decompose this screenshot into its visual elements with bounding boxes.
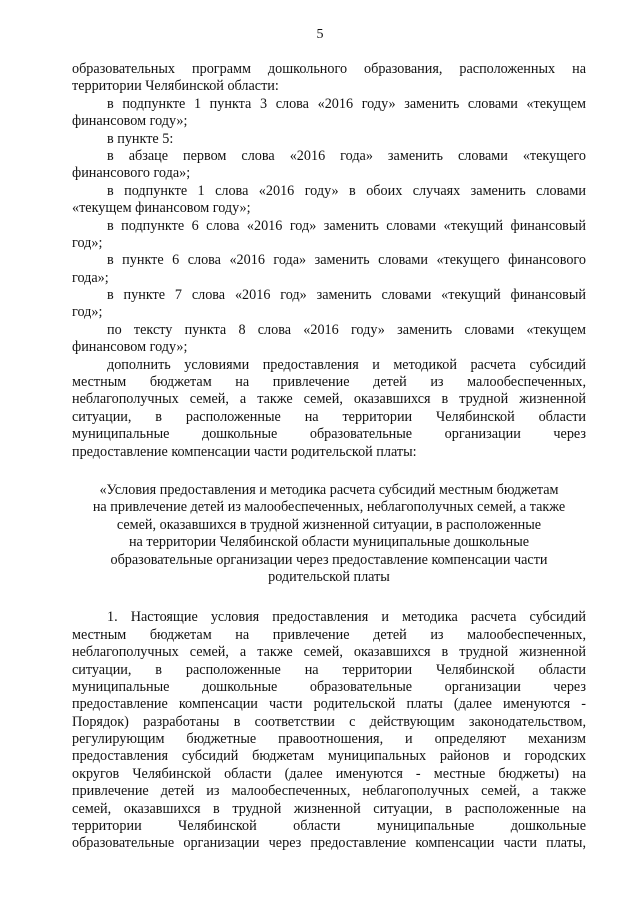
text-line: финансового года»;: [72, 165, 191, 182]
text-line: год»;: [72, 234, 103, 251]
text-line: «текущем финансовом году»;: [72, 200, 251, 217]
section-title: [72, 482, 586, 586]
text-line: образовательные организации через предоставление компенсации части платы,: [72, 835, 586, 852]
text-line: местным бюджетам на привлечение детей из малообеспеченных,: [72, 374, 586, 391]
text-line: в пункте 6 слова «2016 года» заменить словами «текущего финансового: [107, 252, 586, 269]
paragraph-1: [72, 609, 586, 852]
text-line: округов Челябинской области (далее именуются - местные бюджеты) на: [72, 765, 586, 782]
text-line: дополнить условиями предоставления и методикой расчета субсидий: [107, 356, 586, 373]
text-line: семей, оказавшихся в трудной жизненной ситуации, в расположенные на: [72, 800, 586, 817]
text-line: местным бюджетам на привлечение детей из малообеспеченных,: [72, 626, 586, 643]
text-line: 1. Настоящие условия предоставления и методика расчета субсидий: [107, 609, 586, 626]
text-line: финансовом году»;: [72, 113, 188, 130]
page-number: 5: [316, 27, 324, 42]
text-line: Порядок) разработаны в соответствии с действующим законодательством,: [72, 713, 586, 730]
text-line: территории Челябинской области муниципальные дошкольные: [72, 818, 586, 835]
title-line: «Условия предоставления и методика расчета субсидий местным бюджетам: [99, 481, 559, 498]
text-line: год»;: [72, 304, 103, 321]
text-line: в подпункте 6 слова «2016 год» заменить словами «текущий финансовый: [107, 217, 586, 234]
text-line: по тексту пункта 8 слова «2016 году» заменить словами «текущем: [107, 321, 586, 338]
text-line: в абзаце первом слова «2016 года» заменить словами «текущего: [107, 147, 586, 164]
text-line: финансовом году»;: [72, 339, 188, 356]
text-line: регулирующим бюджетные правоотношения, и определяют механизм: [72, 731, 586, 748]
title-line: семей, оказавшихся в трудной жизненной ситуации, в расположенные: [116, 516, 542, 533]
text-line: в пункте 7 слова «2016 год» заменить словами «текущий финансовый: [107, 287, 586, 304]
text-line: в пункте 5:: [107, 130, 174, 147]
text-line: в подпункте 1 слова «2016 году» в обоих случаях заменить словами: [107, 182, 586, 199]
text-line: муниципальные дошкольные образовательные организации через: [72, 678, 586, 695]
text-line: в подпункте 1 пункта 3 слова «2016 году» заменить словами «текущем: [107, 95, 586, 112]
text-line: неблагополучных семей, а также семей, оказавшихся в трудной жизненной: [72, 391, 586, 408]
text-line: территории Челябинской области:: [72, 78, 279, 95]
text-line: ситуации, в расположенные на территории Челябинской области: [72, 408, 586, 425]
text-line: неблагополучных семей, а также семей, оказавшихся в трудной жизненной: [72, 644, 586, 661]
title-line: на территории Челябинской области муниципальные дошкольные: [128, 534, 530, 551]
text-line: образовательных программ дошкольного образования, расположенных на: [72, 61, 586, 77]
text-line: ситуации, в расположенные на территории Челябинской области: [72, 661, 586, 678]
text-line: привлечение детей из малообеспеченных, неблагополучных семей, а также: [72, 783, 586, 800]
title-line: родительской платы: [268, 568, 390, 585]
text-line: предоставление компенсации части родительской платы (далее именуются -: [72, 696, 586, 713]
text-line: года»;: [72, 269, 109, 286]
text-line: предоставления субсидий бюджетам муниципальных районов и городских: [72, 748, 586, 765]
amendment-list: [72, 61, 586, 461]
title-line: на привлечение детей из малообеспеченных, неблагополучных семей, а также: [92, 499, 566, 516]
text-line: муниципальные дошкольные образовательные организации через: [72, 426, 586, 443]
title-line: образовательные организации через предоставление компенсации части: [110, 551, 548, 568]
document-body: [72, 61, 586, 853]
text-line: предоставление компенсации части родительской платы:: [72, 443, 417, 460]
